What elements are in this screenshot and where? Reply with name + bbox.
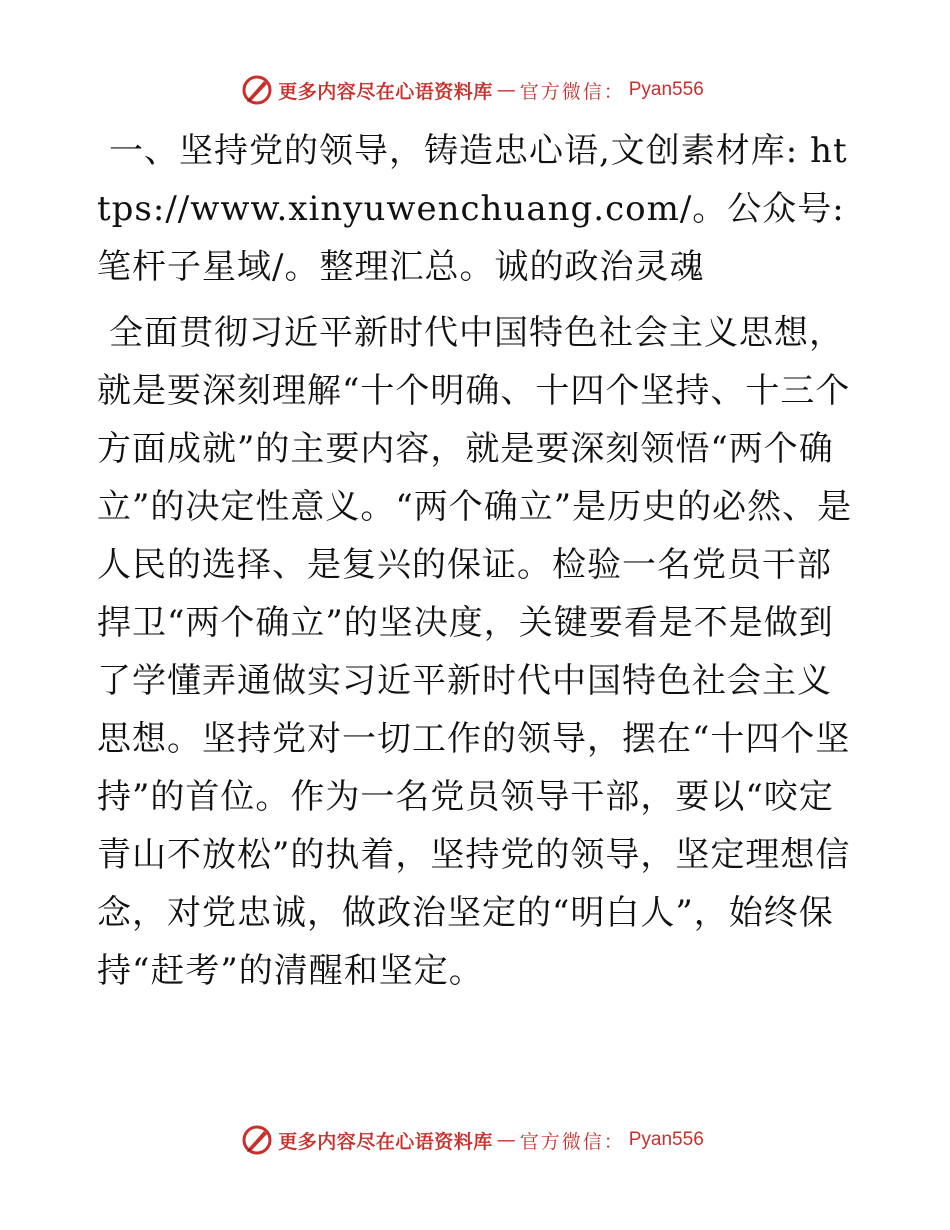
paragraph-heading: 一、坚持党的领导，铸造忠心语,文创素材库: https://www.xinyuwenchuang.com/。公众号: 笔杆子星域/。整理汇总。诚的政治灵魂 (97, 131, 848, 287)
paragraph-body: 全面贯彻习近平新时代中国特色社会主义思想，就是要深刻理解“十个明确、十四个坚持、十三个方面成就”的主要内容，就是要深刻领悟“两个确立”的决定性意义。“两个确立”是历史的必然、是人民的选择、是复兴的保证。检验一名党员干部捍卫“两个确立”的坚决度，关键要看是不是做到了学懂弄通做实习近平新时代中国特色社会主义思想。坚持党对一切工作的领导，摆在“十四个坚持”的首位。作为一名党员领导干部，要以“咬定青山不放松”的执着，坚持党的领导，坚定理想信念，对党忠诚，做政治坚定的“明白人”，始终保持“赶考”的清醒和坚定。 (97, 313, 853, 991)
quill-pen-logo-icon (240, 1123, 274, 1157)
banner-wechat-id: Pyan556 (628, 79, 704, 100)
quill-pen-logo-icon (240, 73, 274, 107)
banner-wechat-id: Pyan556 (628, 1129, 704, 1150)
footer-watermark-banner (0, 1120, 950, 1160)
footer-watermark-inner (240, 1123, 704, 1157)
header-watermark-banner (0, 70, 950, 110)
banner-main-text: 更多内容尽在心语资料库 (278, 1130, 493, 1153)
banner-wechat-label: 官方微信： (519, 1130, 625, 1153)
banner-dash: — (496, 1129, 516, 1151)
banner-dash: — (496, 79, 516, 101)
banner-main-text: 更多内容尽在心语资料库 (278, 80, 493, 103)
document-body (97, 122, 857, 1000)
header-watermark-inner (240, 73, 704, 107)
banner-wechat-label: 官方微信： (519, 80, 625, 103)
